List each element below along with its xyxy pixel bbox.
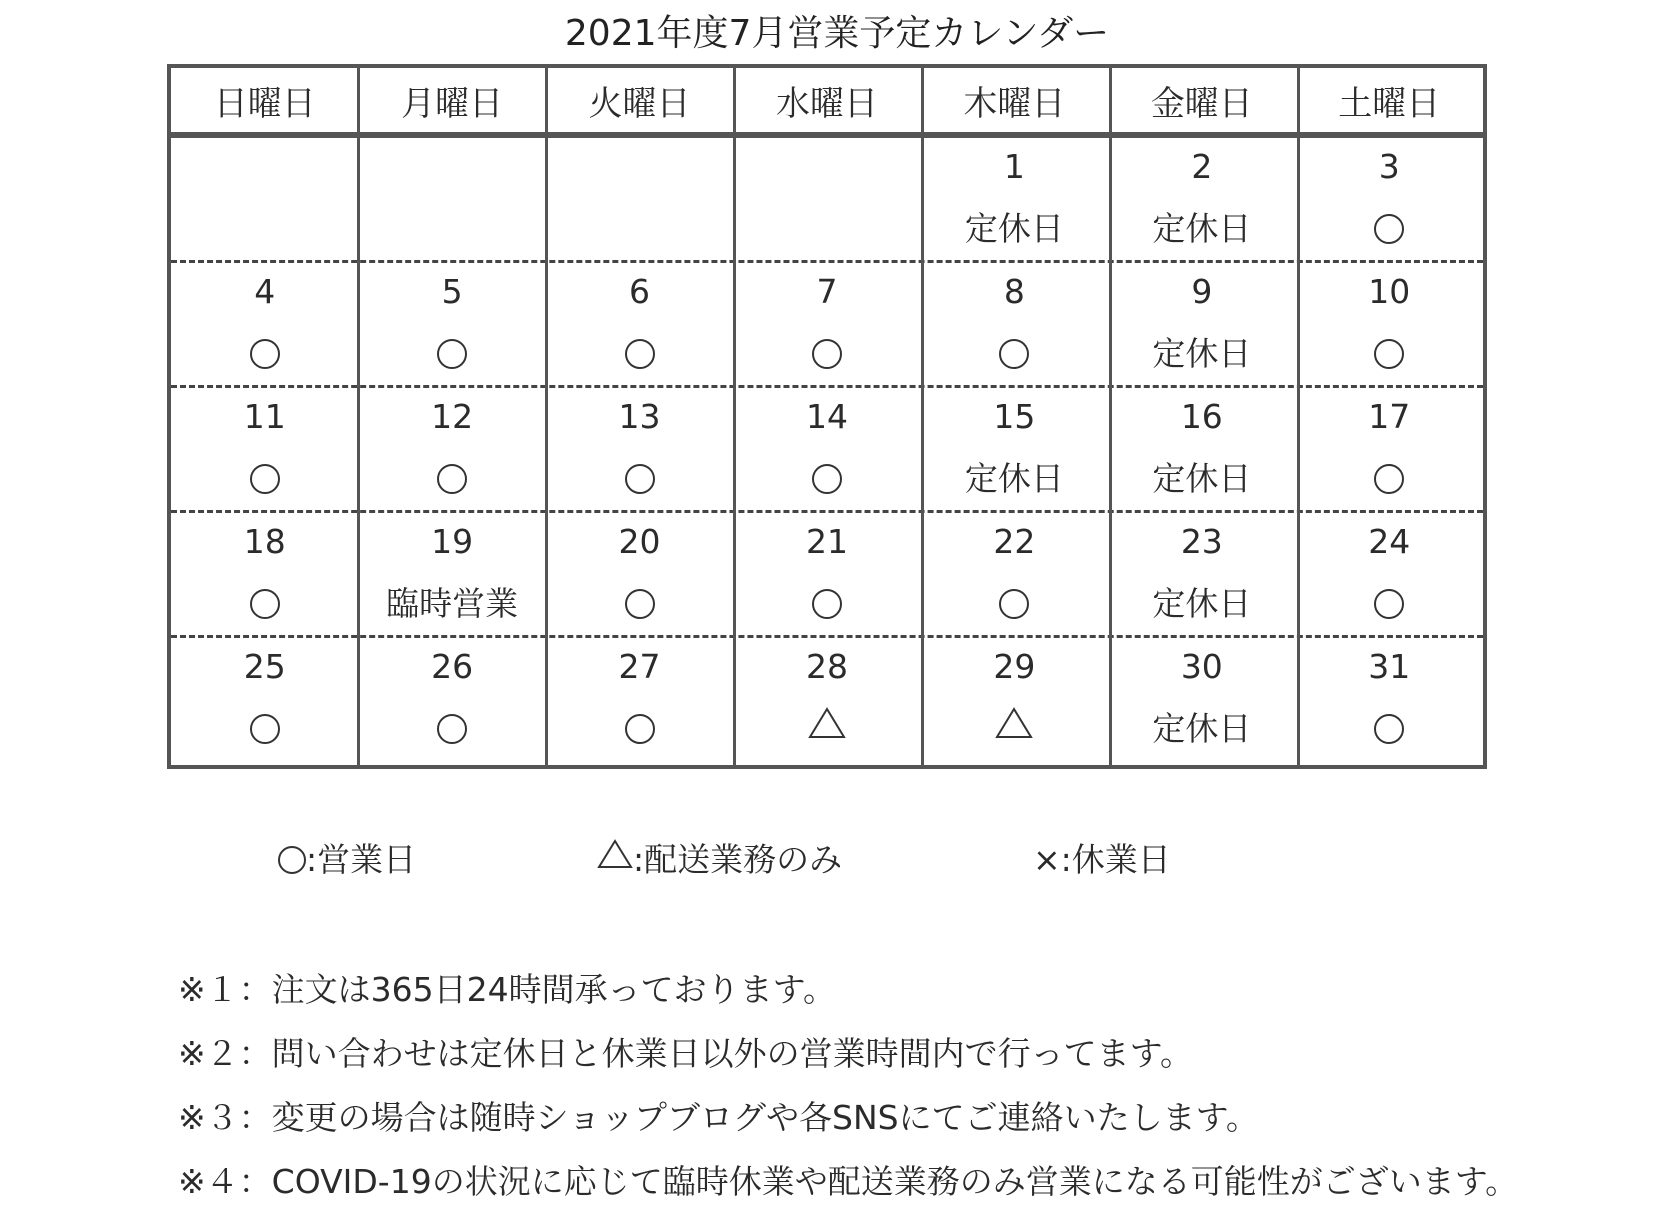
- day-cell: [921, 638, 1108, 763]
- weekday-friday: 金曜日: [1150, 83, 1253, 124]
- open-day-marker: [1296, 458, 1483, 500]
- note-1: ※１：注文は365日24時間承っております。: [178, 970, 836, 1009]
- calendar-title: 2021年度7月営業予定カレンダー: [564, 13, 1110, 54]
- open-day-marker: [358, 458, 545, 500]
- open-day-marker: [1296, 208, 1483, 250]
- column-divider: [921, 68, 924, 765]
- day-number: 14: [805, 397, 848, 436]
- day-cell: [546, 263, 733, 385]
- open-day-marker: [546, 458, 733, 500]
- day-cell: [171, 513, 358, 635]
- day-status: 定休日: [964, 459, 1064, 498]
- day-number: 9: [1191, 272, 1213, 311]
- day-cell: [358, 263, 545, 385]
- day-cell: [358, 138, 545, 260]
- day-cell: [546, 138, 733, 260]
- day-cell: [921, 388, 1108, 510]
- notes-list: [178, 958, 1518, 1214]
- day-cell: [1296, 388, 1483, 510]
- calendar-body: [171, 138, 1483, 765]
- week-row: [171, 388, 1483, 513]
- legend-open-label: :営業日: [306, 840, 417, 879]
- open-day-marker: [1296, 708, 1483, 750]
- day-number: 27: [618, 647, 661, 686]
- day-number: 8: [1003, 272, 1025, 311]
- circle-icon: [812, 339, 842, 369]
- day-number: 7: [816, 272, 838, 311]
- calendar-table: [167, 64, 1487, 769]
- circle-icon: [999, 339, 1029, 369]
- day-number: 19: [431, 522, 474, 561]
- legend-delivery: [597, 838, 842, 882]
- day-number: 30: [1180, 647, 1223, 686]
- open-day-marker: [171, 708, 358, 750]
- day-cell: [1108, 138, 1295, 260]
- open-day-marker: [1296, 583, 1483, 625]
- circle-icon: [1374, 464, 1404, 494]
- day-cell: [921, 263, 1108, 385]
- circle-icon: [1374, 589, 1404, 619]
- day-number: 1: [1003, 147, 1025, 186]
- circle-icon: [1374, 339, 1404, 369]
- open-day-marker: [921, 333, 1108, 375]
- day-number: 5: [441, 272, 463, 311]
- week-row: [171, 638, 1483, 763]
- note-3: ※３：変更の場合は随時ショップブログや各SNSにてご連絡いたします。: [178, 1098, 1259, 1137]
- legend-open: [278, 838, 416, 882]
- triangle-icon: [995, 706, 1033, 750]
- day-number: 17: [1368, 397, 1411, 436]
- weekday-sunday: 日曜日: [213, 83, 316, 124]
- day-cell: [546, 638, 733, 763]
- open-day-marker: [733, 583, 920, 625]
- day-status: 定休日: [1152, 334, 1252, 373]
- column-divider: [1109, 68, 1112, 765]
- column-divider: [1297, 68, 1300, 765]
- circle-icon: [437, 714, 467, 744]
- day-number: 26: [431, 647, 474, 686]
- legend-closed: [1033, 838, 1171, 882]
- circle-icon: [250, 714, 280, 744]
- circle-icon: [625, 339, 655, 369]
- weekday-saturday: 土曜日: [1338, 83, 1441, 124]
- day-number: 6: [629, 272, 651, 311]
- day-number: 31: [1368, 647, 1411, 686]
- weekday-thursday: 木曜日: [963, 83, 1066, 124]
- week-row: [171, 513, 1483, 638]
- day-cell: [733, 638, 920, 763]
- open-day-marker: [546, 333, 733, 375]
- triangle-icon: [597, 837, 633, 881]
- day-number: 20: [618, 522, 661, 561]
- day-status: 定休日: [1152, 709, 1252, 748]
- circle-icon: [812, 464, 842, 494]
- day-status: 定休日: [1152, 584, 1252, 623]
- circle-icon: [1374, 714, 1404, 744]
- open-day-marker: [921, 583, 1108, 625]
- day-status: 定休日: [1152, 209, 1252, 248]
- open-day-marker: [358, 708, 545, 750]
- day-cell: [171, 263, 358, 385]
- day-cell: [1296, 138, 1483, 260]
- day-cell: [1108, 263, 1295, 385]
- open-day-marker: [733, 458, 920, 500]
- triangle-icon: [808, 706, 846, 750]
- day-number: 12: [431, 397, 474, 436]
- day-cell: [1108, 388, 1295, 510]
- day-cell: [171, 638, 358, 763]
- day-number: 25: [243, 647, 286, 686]
- circle-icon: [437, 339, 467, 369]
- legend-delivery-label: :配送業務のみ: [633, 840, 843, 879]
- day-cell: [1296, 513, 1483, 635]
- cross-icon: ×: [1033, 840, 1061, 879]
- weekday-wednesday: 水曜日: [775, 83, 878, 124]
- circle-icon: [278, 846, 306, 874]
- day-number: 3: [1378, 147, 1400, 186]
- day-number: 21: [805, 522, 848, 561]
- weekday-tuesday: 火曜日: [588, 83, 691, 124]
- week-row: [171, 138, 1483, 263]
- open-day-marker: [171, 458, 358, 500]
- day-cell: [358, 638, 545, 763]
- note-2: ※２：問い合わせは定休日と休業日以外の営業時間内で行ってます。: [178, 1034, 1194, 1073]
- column-divider: [545, 68, 548, 765]
- day-cell: [1296, 638, 1483, 763]
- day-cell: [358, 513, 545, 635]
- circle-icon: [812, 589, 842, 619]
- day-status: 臨時営業: [386, 584, 519, 623]
- circle-icon: [1374, 214, 1404, 244]
- day-status: 定休日: [964, 209, 1064, 248]
- day-cell: [1108, 513, 1295, 635]
- open-day-marker: [358, 333, 545, 375]
- circle-icon: [250, 589, 280, 619]
- day-number: 4: [254, 272, 276, 311]
- circle-icon: [250, 464, 280, 494]
- day-number: 15: [993, 397, 1036, 436]
- day-cell: [546, 513, 733, 635]
- day-number: 22: [993, 522, 1036, 561]
- day-number: 16: [1180, 397, 1223, 436]
- open-day-marker: [1296, 333, 1483, 375]
- day-number: 29: [993, 647, 1036, 686]
- open-day-marker: [171, 333, 358, 375]
- note-4: ※４：COVID-19の状況に応じて臨時休業や配送業務のみ営業になる可能性がございます。: [178, 1162, 1519, 1201]
- day-cell: [1108, 638, 1295, 763]
- day-cell: [1296, 263, 1483, 385]
- day-number: 28: [805, 647, 848, 686]
- day-cell: [733, 388, 920, 510]
- day-number: 23: [1180, 522, 1223, 561]
- week-row: [171, 263, 1483, 388]
- weekday-monday: 月曜日: [401, 83, 504, 124]
- circle-icon: [625, 464, 655, 494]
- day-number: 10: [1368, 272, 1411, 311]
- circle-icon: [437, 464, 467, 494]
- legend-closed-label: :休業日: [1060, 840, 1171, 879]
- day-cell: [733, 513, 920, 635]
- day-status: 定休日: [1152, 459, 1252, 498]
- delivery-only-marker: [921, 708, 1108, 750]
- day-cell: [733, 138, 920, 260]
- day-cell: [921, 138, 1108, 260]
- day-number: 18: [243, 522, 286, 561]
- column-divider: [733, 68, 736, 765]
- open-day-marker: [733, 333, 920, 375]
- day-cell: [546, 388, 733, 510]
- circle-icon: [625, 589, 655, 619]
- column-divider: [357, 68, 360, 765]
- circle-icon: [999, 589, 1029, 619]
- day-cell: [171, 388, 358, 510]
- day-cell: [171, 138, 358, 260]
- weekday-header-row: [171, 68, 1483, 132]
- open-day-marker: [171, 583, 358, 625]
- day-cell: [733, 263, 920, 385]
- day-number: 13: [618, 397, 661, 436]
- circle-icon: [625, 714, 655, 744]
- day-cell: [921, 513, 1108, 635]
- circle-icon: [250, 339, 280, 369]
- day-cell: [358, 388, 545, 510]
- day-number: 11: [243, 397, 286, 436]
- open-day-marker: [546, 583, 733, 625]
- day-number: 24: [1368, 522, 1411, 561]
- open-day-marker: [546, 708, 733, 750]
- delivery-only-marker: [733, 708, 920, 750]
- day-number: 2: [1191, 147, 1213, 186]
